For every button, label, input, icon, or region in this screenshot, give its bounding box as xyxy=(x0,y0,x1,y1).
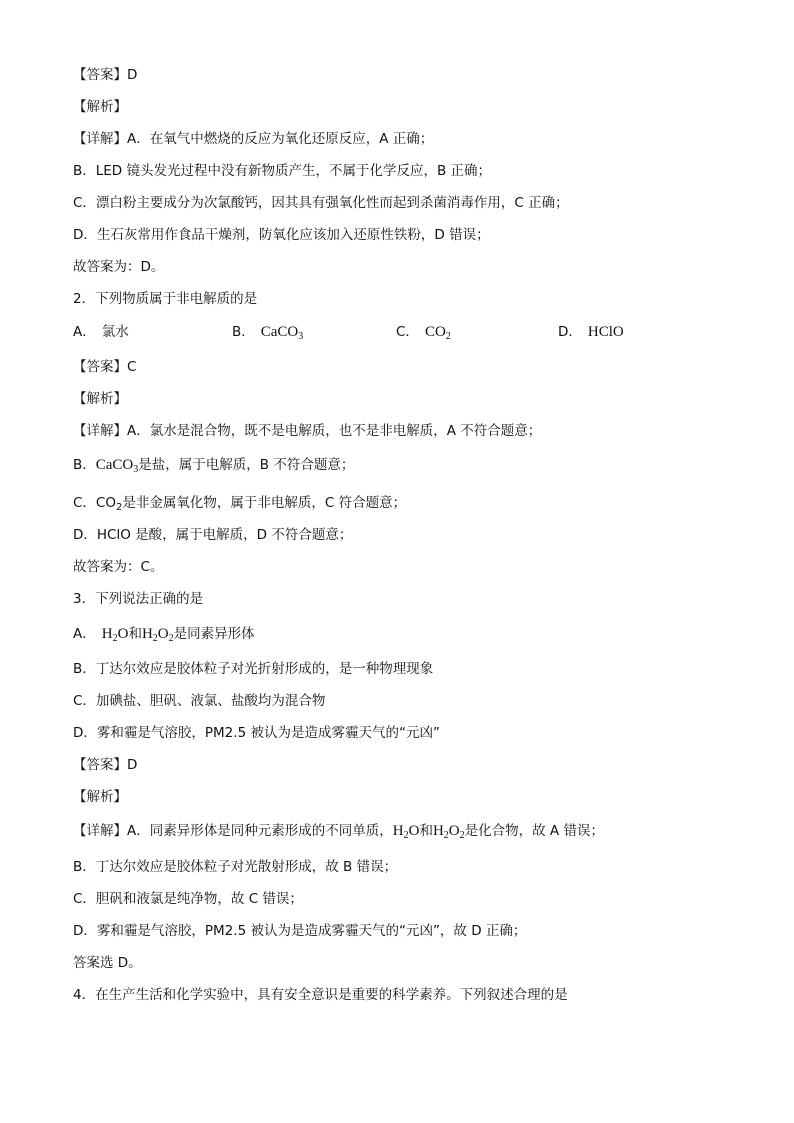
q2-detail-a: 【详解】A．氯水是混合物，既不是电解质，也不是非电解质，A 不符合题意； xyxy=(73,423,542,439)
q2-option-c-label: C． xyxy=(396,324,419,340)
q3-option-a-f2-main: H xyxy=(141,626,153,642)
q3-detail-a-rest: 是化合物，故 A 错误； xyxy=(464,823,604,839)
q3-detail-a-formula-2 xyxy=(433,823,465,839)
q3-option-c: C．加碘盐、胆矾、液氯、盐酸均为混合物 xyxy=(73,693,326,709)
q3-option-a-f2-sub2: 2 xyxy=(168,633,174,644)
q2-detail-c-rest: 是非金属氧化物，属于非电解质，C 符合题意； xyxy=(122,495,407,511)
q2-option-a-text: 氯水 xyxy=(101,324,129,340)
q3-detail-a-f1-end: O xyxy=(408,823,420,839)
q1-detail-a: 【详解】A．在氧气中燃烧的反应为氧化还原反应，A 正确； xyxy=(73,131,434,147)
q2-answer: 【答案】C xyxy=(73,359,137,375)
q3-option-d: D．雾和霾是气溶胶，PM2.5 被认为是造成雾霾天气的“元凶” xyxy=(73,725,440,741)
q2-detail-c-prefix: C．CO xyxy=(73,495,116,511)
q3-conclusion: 答案选 D。 xyxy=(73,955,142,971)
q1-analysis-heading: 【解析】 xyxy=(73,99,127,115)
q2-option-c-formula-sub: 2 xyxy=(445,331,451,342)
q2-option-d xyxy=(558,323,624,341)
q3-option-a-f2-mid: O xyxy=(157,626,169,642)
q1-detail-b: B．LED 镜头发光过程中没有新物质产生，不属于化学反应，B 正确； xyxy=(73,163,492,179)
q2-option-a-label: A． xyxy=(73,324,96,340)
q3-option-a-f1-main: H xyxy=(101,626,113,642)
q2-option-c xyxy=(396,323,451,341)
q3-option-a-f1-sub: 2 xyxy=(112,633,118,644)
q2-option-a xyxy=(73,323,129,341)
q3-detail-d: D．雾和霾是气溶胶，PM2.5 被认为是造成雾霾天气的“元凶”，故 D 正确； xyxy=(73,923,527,939)
q2-option-b-label: B． xyxy=(232,324,255,340)
q3-option-a-label: A． xyxy=(73,626,96,642)
q4-stem: 4．在生产生活和化学实验中，具有安全意识是重要的科学素养。下列叙述合理的是 xyxy=(73,987,568,1003)
q2-option-b-formula-main: CaCO xyxy=(260,324,299,340)
q2-stem: 2．下列物质属于非电解质的是 xyxy=(73,291,258,307)
q2-detail-b xyxy=(73,456,354,474)
q1-answer: 【答案】D xyxy=(73,67,138,83)
q3-detail-a xyxy=(73,822,604,840)
q3-detail-a-f1-main: H xyxy=(392,823,404,839)
q2-detail-c-sub: 2 xyxy=(115,502,123,513)
q3-analysis-heading: 【解析】 xyxy=(73,789,127,805)
q3-answer: 【答案】D xyxy=(73,757,138,773)
q3-option-b: B．丁达尔效应是胶体粒子对光折射形成的，是一种物理现象 xyxy=(73,661,434,677)
q2-detail-b-prefix: B． xyxy=(73,457,96,473)
q3-detail-a-f2-sub: 2 xyxy=(443,830,449,841)
q3-option-a-f2-sub: 2 xyxy=(152,633,158,644)
q2-detail-c xyxy=(73,494,406,512)
q2-option-c-formula xyxy=(425,324,451,340)
q3-option-a-f1-end: O xyxy=(117,626,129,642)
q2-detail-b-rest: 是盐，属于电解质，B 不符合题意； xyxy=(138,457,355,473)
q2-option-d-formula: HClO xyxy=(587,324,624,340)
q2-detail-d: D．HClO 是酸，属于电解质，D 不符合题意； xyxy=(73,527,353,543)
q3-detail-a-prefix: 【详解】A．同素异形体是同种元素形成的不同单质， xyxy=(73,823,393,839)
q2-conclusion: 故答案为：C。 xyxy=(73,559,164,575)
q3-option-a-and: 和 xyxy=(128,626,142,642)
q2-detail-b-formula-main: CaCO xyxy=(95,457,134,473)
q3-detail-b: B．丁达尔效应是胶体粒子对光散射形成，故 B 错误； xyxy=(73,859,398,875)
q1-conclusion: 故答案为：D。 xyxy=(73,259,165,275)
q2-option-b xyxy=(232,323,303,341)
q1-detail-d: D．生石灰常用作食品干燥剂，防氧化应该加入还原性铁粉，D 错误； xyxy=(73,227,490,243)
q2-option-d-label: D． xyxy=(558,324,582,340)
q2-option-b-formula-sub: 3 xyxy=(298,331,304,342)
q3-detail-c: C．胆矾和液氯是纯净物，故 C 错误； xyxy=(73,891,303,907)
q3-option-a-formula-1 xyxy=(102,626,129,642)
q1-detail-c: C．漂白粉主要成分为次氯酸钙，因其具有强氧化性而起到杀菌消毒作用，C 正确； xyxy=(73,195,569,211)
q3-detail-a-and: 和 xyxy=(419,823,433,839)
q3-detail-a-formula-1 xyxy=(393,823,420,839)
q2-option-c-formula-main: CO xyxy=(424,324,446,340)
q3-stem: 3．下列说法正确的是 xyxy=(73,591,204,607)
q3-option-a-rest: 是同素异形体 xyxy=(173,626,255,642)
q3-detail-a-f2-main: H xyxy=(432,823,444,839)
q2-option-b-formula xyxy=(261,324,304,340)
q3-detail-a-f2-mid: O xyxy=(448,823,460,839)
q3-option-a-formula-2 xyxy=(142,626,174,642)
q2-analysis-heading: 【解析】 xyxy=(73,391,127,407)
q3-detail-a-f1-sub: 2 xyxy=(403,830,409,841)
q2-detail-b-formula xyxy=(96,457,139,473)
q3-option-a xyxy=(73,625,255,643)
q3-detail-a-f2-sub2: 2 xyxy=(459,830,465,841)
q2-detail-b-formula-sub: 3 xyxy=(133,464,139,475)
